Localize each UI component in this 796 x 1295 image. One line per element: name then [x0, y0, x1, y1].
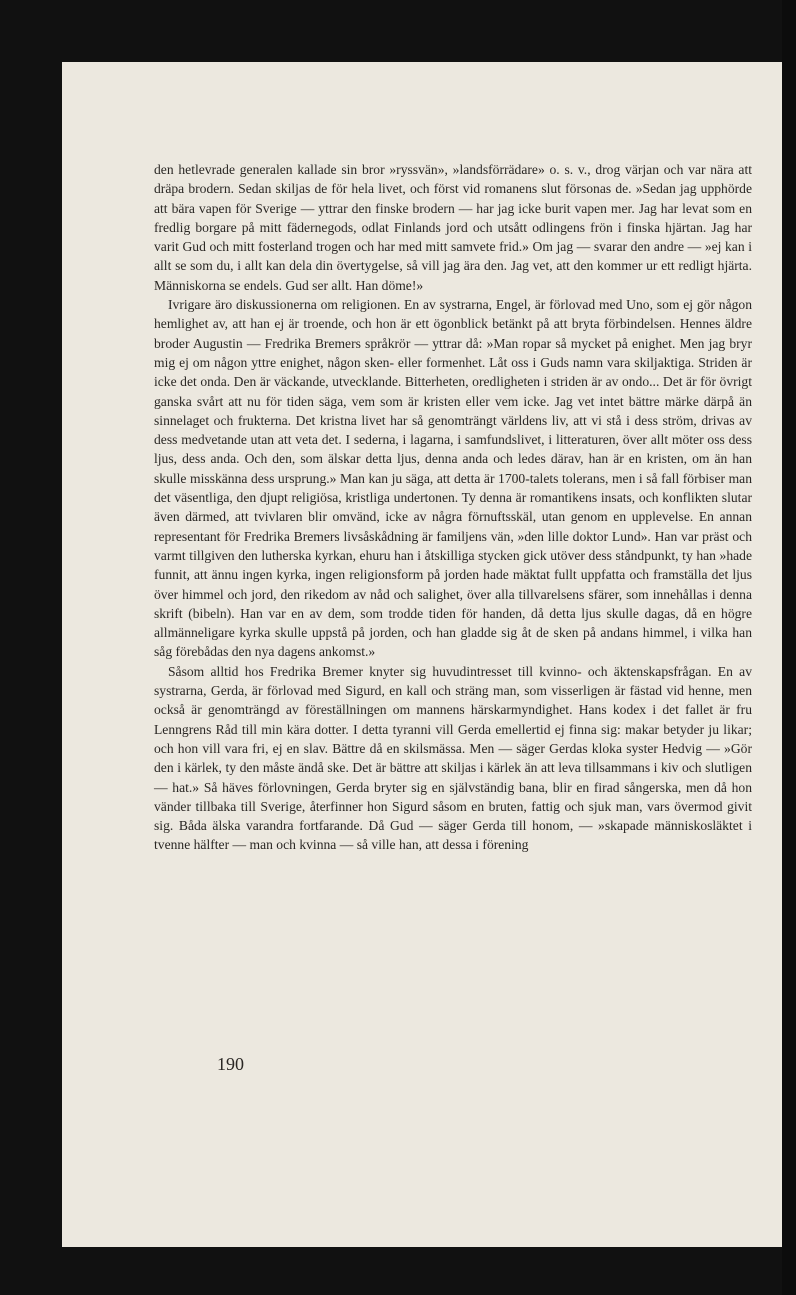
paragraph-2: Ivrigare äro diskussionerna om religionen. En av systrarna, Engel, är förlovad med Uno, som ej gör någon hemlighet av, att han ej är troende, och hon är ett ögonblick betänkt på att bryta förbindelsen. Hennes äldre broder Augustin — Fredrika Bremers språkrör — yttrar då: »Man ropar så mycket på enighet. Men jag bryr mig ej om någon yttre enighet, någon sken- eller formenhet. Låt oss i Guds namn vara skiljaktiga. Striden är icke det onda. Den är väckande, utvecklande. Bitterheten, oredligheten i striden är av ondo... Det är för övrigt ganska svårt att nu för tiden säga, vem som är kristen eller vem icke. Jag vet intet bättre märke därpå än sinnelaget och frukterna. Det kristna livet har så genomträngt världens liv, att vi stå i dess ström, drivas av dess medvetande utan att veta det. I sederna, i lagarna, i samfundslivet, i litteraturen, över allt möter oss dess ljus, dess anda. Och den, som älskar detta ljus, denna anda och ledes därav, han är en kristen, om än han skulle misskänna dess ursprung.» Man kan ju säga, att detta är 1700-talets tolerans, men i så fall förbiser man det väsentliga, den djupt religiösa, kristliga undertonen. Ty denna är romantikens insats, och konflikten slutar även därmed, att tvivlaren blir omvänd, icke av några förnuftsskäl, utan genom en upplevelse. En annan representant för Fredrika Bremers livsåskådning är familjens vän, »den lille doktor Lund». Han var präst och varmt tillgiven den lutherska kyrkan, ehuru han i åtskilliga stycken gick utöver dess ståndpunkt, ty han »hade funnit, att ännu ingen kyrka, ingen religionsform på jorden hade mäktat fullt uppfatta och framställa det ljus över himmel och jord, den rikedom av nåd och salighet, över alla tillvarelsens sfärer, som innehållas i denna skrift (bibeln). Han var en av dem, som trodde tiden för handen, då detta ljus skulle dagas, då en högre allmänneligare kyrka skulle uppstå på jorden, och han gladde sig åt de sken på andans himmel, i vilka han såg förebådas den nya dagens ankomst.» [154, 297, 752, 660]
paragraph-1: den hetlevrade generalen kallade sin bror »ryssvän», »landsförrädare» o. s. v., drog värjan och var nära att dräpa brodern. Sedan skiljas de för hela livet, och först vid romanens slut försonas de. »Sedan jag upphörde att bära vapen för Sverige — yttrar den finske brodern — har jag icke burit vapen mer. Jag har levat som en fredlig borgare på mitt fädernegods, odlat Finlands jord och utsått odlingens frön i finska hjärtan. Jag har varit Gud och mitt fosterland trogen och har med mitt samvete frid.» Om jag — svarar den andre — »ej kan i allt se som du, i allt kan dela din övertygelse, så vill jag ära den. Jag vet, att den kommer ur ett redligt hjärta. Människorna se endels. Gud ser allt. Han döme!» [154, 162, 752, 293]
page-number: 190 [217, 1054, 244, 1074]
paragraph-3: Såsom alltid hos Fredrika Bremer knyter sig huvudintresset till kvinno- och äktenskapsfrågan. En av systrarna, Gerda, är förlovad med Sigurd, en kall och sträng man, som visserligen är fästad vid henne, men också är genomträngd av föreställningen om mannens härskarmyndighet. Hans kodex i det fallet är fru Lenngrens Råd till min kära dotter. I detta tyranni vill Gerda emellertid ej finna sig: makar betyder ju likar; och hon vill vara fri, ej en slav. Bättre då en skilsmässa. Men — säger Gerdas kloka syster Hedvig — »Gör den i kärlek, ty den måste ändå ske. Det är bättre att skiljas i kärlek än att leva tillsammans i kiv och slutligen — hat.» Så häves förlovningen, Gerda bryter sig en självständig bana, blir en firad sångerska, men då hon vänder tillbaka till Sverige, återfinner hon Sigurd såsom en bruten, fattig och sjuk man, vars övermod givit sig. Båda älska varandra fortfarande. Då Gud — säger Gerda till honom, — »skapade människosläktet i tvenne hälfter — man och kvinna — så ville han, att dessa i förening [154, 663, 752, 853]
body-text [154, 160, 752, 855]
scan-edge [782, 0, 796, 1295]
